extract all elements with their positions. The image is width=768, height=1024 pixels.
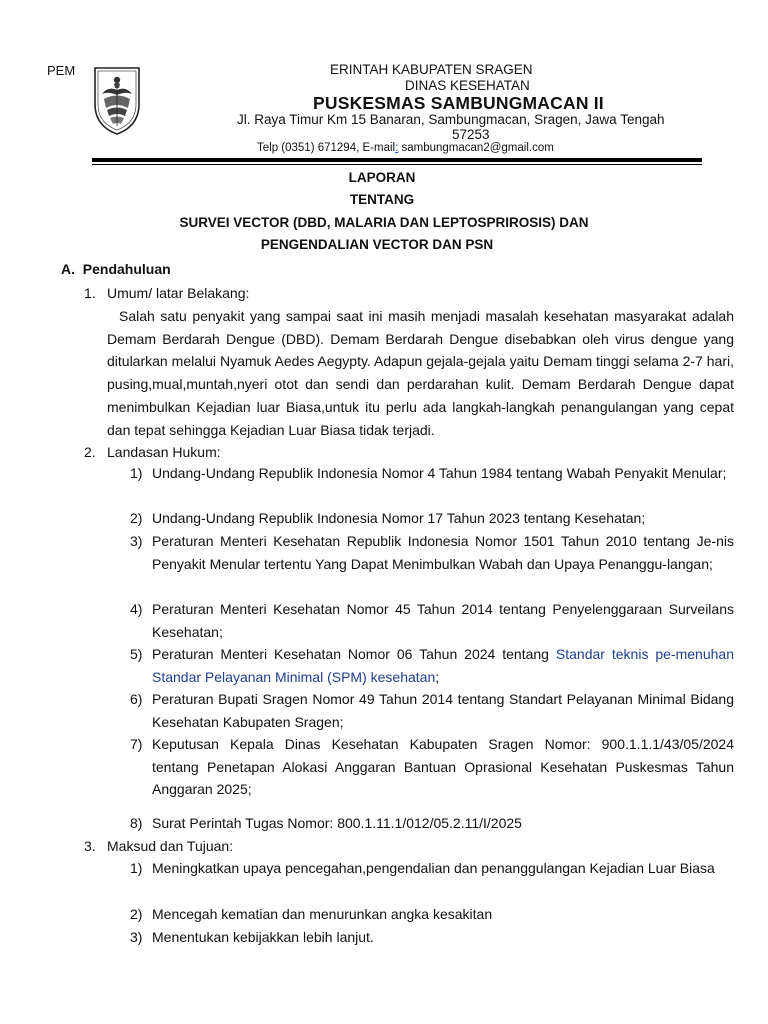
objective-item-number: 2)	[130, 906, 143, 922]
sragen-regency-emblem-icon	[92, 64, 142, 136]
report-title-laporan: LAPORAN	[348, 170, 416, 185]
objective-item-number: 1)	[130, 860, 143, 876]
letterhead-contact	[257, 142, 554, 154]
legal-item	[152, 643, 734, 688]
letterhead-address: Jl. Raya Timur Km 15 Banaran, Sambungmacan, Sragen, Jawa Tengah	[237, 112, 665, 127]
contact-email[interactable]: sambungmacan2@gmail.com	[398, 142, 554, 154]
subsection-2-label: Landasan Hukum:	[107, 444, 221, 460]
legal-item: Peraturan Menteri Kesehatan Nomor 45 Tahun 2014 tentang Penyelenggaraan Surveilans Kesehatan;	[152, 601, 734, 640]
legal-item: Peraturan Menteri Kesehatan Republik Indonesia Nomor 1501 Tahun 2010 tentang Je-nis Penyakit Menular tertentu Yang Dapat Menimbulkan Wabah dan Upaya Penanggu-langan;	[152, 533, 734, 572]
report-title-subject-line1: SURVEI VECTOR (DBD, MALARIA DAN LEPTOSPRIROSIS) DAN	[179, 215, 589, 230]
contact-email-separator: :	[395, 142, 399, 154]
objective-item: Meningkatkan upaya pencegahan,pengendalian dan penanggulangan Kejadian Luar Biasa	[152, 860, 715, 876]
legal-item-number: 2)	[130, 510, 143, 526]
letterhead-department: DINAS KESEHATAN	[405, 78, 530, 93]
report-title-tentang: TENTANG	[349, 192, 415, 207]
objective-item: Menentukan kebijakkan lebih lanjut.	[152, 929, 374, 945]
legal-item-number: 4)	[130, 601, 143, 617]
legal-item-number: 8)	[130, 815, 143, 831]
letterhead-rule-thick	[92, 158, 702, 162]
background-paragraph: Salah satu penyakit yang sampai saat ini masih menjadi masalah kesehatan masyarakat adalah Demam Berdarah Dengue (DBD). Demam Berdarah Dengue disebabkan oleh virus dengue yang ditularkan melalui Nyamuk Aedes Aegypty. Adapun gejala-gejala yaitu Demam tinggi selama 2-7 hari, pusing,mual,muntah,nyeri otot dan sendi dan perdarahan kulit. Demam Berdarah Dengue dapat menimbulkan Kejadian luar Biasa,untuk itu perlu ada langkah-langkah penangulangan yang cepat dan tepat sehingga Kejadian Luar Biasa tidak terjadi.	[107, 308, 734, 438]
subsection-1-number: 1.	[84, 285, 96, 301]
letterhead-rule-thin	[92, 164, 702, 165]
subsection-3-label: Maksud dan Tujuan:	[107, 838, 234, 854]
legal-item-text: Peraturan Menteri Kesehatan Nomor 06 Tahun 2024 tentang	[152, 646, 556, 662]
report-title-subject-line2: PENGENDALIAN VECTOR DAN PSN	[260, 237, 494, 252]
section-a-label: A.	[61, 261, 75, 277]
letterhead-puskesmas-name: PUSKESMAS SAMBUNGMACAN II	[313, 93, 604, 113]
legal-item-number: 7)	[130, 736, 143, 752]
legal-item-link[interactable]: Standar teknis pe-menuhan Standar Pelayanan Minimal (SPM) kesehatan	[152, 646, 734, 685]
objective-item-number: 3)	[130, 929, 143, 945]
legal-item: Surat Perintah Tugas Nomor: 800.1.11.1/012/05.2.11/I/2025	[152, 815, 522, 831]
letterhead-postcode: 57253	[452, 127, 490, 142]
legal-item-number: 6)	[130, 691, 143, 707]
legal-item-tail: ;	[435, 668, 440, 685]
section-a-title: Pendahuluan	[82, 261, 171, 277]
legal-item-number: 1)	[130, 465, 143, 481]
letterhead-government: ERINTAH KABUPATEN SRAGEN	[330, 62, 533, 77]
legal-item: Undang-Undang Republik Indonesia Nomor 17 Tahun 2023 tentang Kesehatan;	[152, 510, 646, 526]
letterhead-prefix: PEM	[47, 63, 76, 78]
section-a-heading	[61, 258, 171, 281]
subsection-1-label: Umum/ latar Belakang:	[107, 285, 250, 301]
legal-item: Undang-Undang Republik Indonesia Nomor 4 Tahun 1984 tentang Wabah Penyakit Menular;	[152, 465, 727, 481]
legal-item-number: 5)	[130, 646, 143, 662]
contact-telp: Telp (0351) 671294, E-mail	[257, 142, 396, 154]
subsection-2-number: 2.	[84, 444, 96, 460]
legal-item-number: 3)	[130, 533, 143, 549]
legal-item: Keputusan Kepala Dinas Kesehatan Kabupaten Sragen Nomor: 900.1.1.1/43/05/2024 tentang Penetapan Alokasi Anggaran Bantuan Oprasional Kesehatan Puskesmas Tahun Anggaran 2025;	[152, 736, 734, 798]
objective-item: Mencegah kematian dan menurunkan angka kesakitan	[152, 906, 493, 922]
subsection-3-number: 3.	[84, 838, 96, 854]
legal-item: Peraturan Bupati Sragen Nomor 49 Tahun 2014 tentang Standart Pelayanan Minimal Bidang Kesehatan Kabupaten Sragen;	[152, 691, 734, 730]
